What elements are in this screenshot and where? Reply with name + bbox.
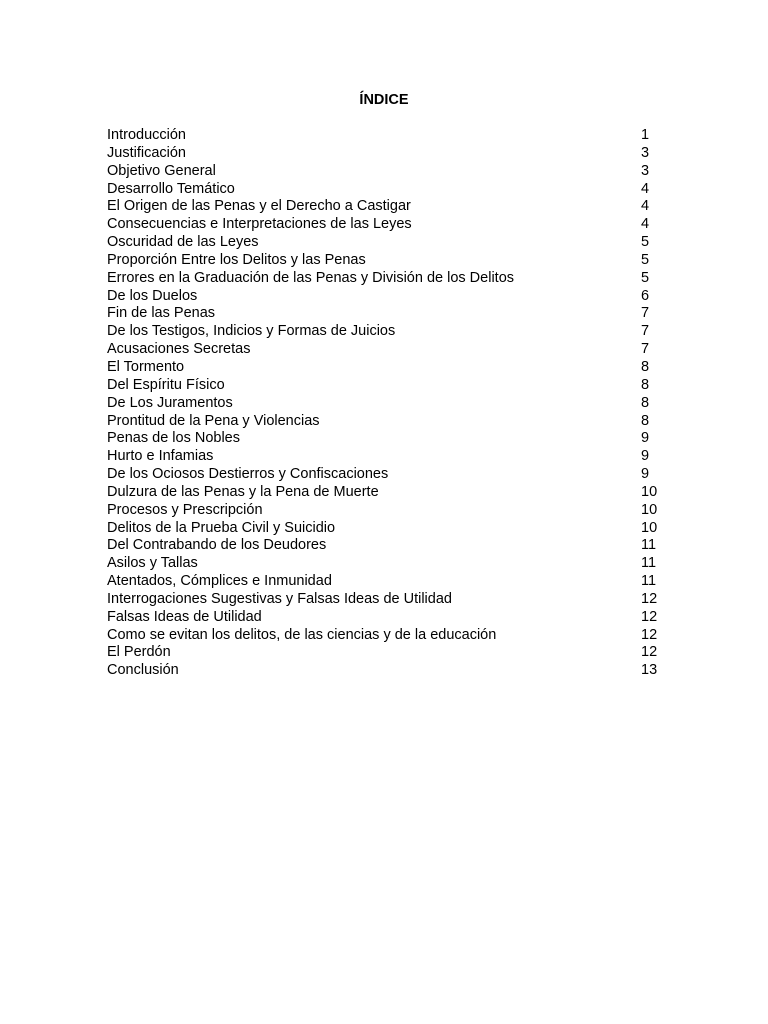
toc-page-number: 8: [641, 394, 650, 411]
toc-page-number: 8: [641, 376, 650, 393]
toc-page-number: 4: [641, 216, 650, 233]
toc-row: [107, 520, 667, 538]
toc-page-number: 11: [641, 573, 657, 590]
toc-page-number: 3: [641, 144, 650, 161]
toc-page-number: 7: [641, 341, 650, 358]
toc-page-number: 9: [641, 466, 650, 483]
toc-page-number: 11: [641, 555, 657, 572]
toc-page-number: 12: [641, 590, 658, 607]
toc-entry-title: Introducción: [107, 127, 186, 143]
toc-entry-title: Consecuencias e Interpretaciones de las Leyes: [107, 216, 412, 233]
toc-page-number: 12: [641, 644, 658, 661]
toc-entry-title: Acusaciones Secretas: [107, 341, 251, 358]
toc-row: [107, 484, 667, 502]
toc-row: [107, 323, 667, 341]
toc-entry-title: Hurto e Infamias: [107, 448, 214, 465]
toc-entry-title: De los Testigos, Indicios y Formas de Juicios: [107, 323, 396, 340]
toc-entry-title: El Tormento: [107, 358, 185, 375]
toc-row: [107, 395, 667, 413]
toc-entry-title: Objetivo General: [107, 162, 216, 179]
toc-entry-title: Proporción Entre los Delitos y las Penas: [107, 251, 366, 268]
toc-row: [107, 662, 667, 680]
toc-entry-title: Oscuridad de las Leyes: [107, 234, 259, 251]
toc-page-number: 11: [641, 537, 657, 554]
toc-row: [107, 413, 667, 431]
toc-row: [107, 198, 667, 216]
toc-entry-title: Penas de los Nobles: [107, 430, 240, 447]
toc-entry-title: De los Ociosos Destierros y Confiscaciones: [107, 466, 389, 483]
toc-page-number: 3: [641, 162, 650, 179]
toc-entry-title: Conclusión: [107, 662, 179, 679]
toc-page-number: 5: [641, 269, 650, 286]
toc-entry-title: Delitos de la Prueba Civil y Suicidio: [107, 519, 336, 536]
toc-row: [107, 466, 667, 484]
toc-page-number: 8: [641, 412, 650, 429]
toc-row: [107, 591, 667, 609]
toc-page-number: 6: [641, 287, 650, 304]
toc-entry-title: Errores en la Graduación de las Penas y División de los Delitos: [107, 269, 515, 286]
toc-page-number: 4: [641, 198, 650, 215]
toc-row: [107, 359, 667, 377]
toc-entry-title: Prontitud de la Pena y Violencias: [107, 412, 320, 429]
toc-page-number: 4: [641, 180, 650, 197]
toc-row: [107, 573, 667, 591]
toc-entry-title: Procesos y Prescripción: [107, 501, 263, 518]
toc-row: [107, 288, 667, 306]
toc-row: [107, 270, 667, 288]
toc-row: [107, 627, 667, 645]
toc-entry-title: Del Espíritu Físico: [107, 376, 225, 393]
toc-row: [107, 537, 667, 555]
index-title: ÍNDICE: [359, 92, 409, 108]
toc-row: [107, 502, 667, 520]
toc-page-number: 1: [641, 127, 650, 143]
toc-row: [107, 377, 667, 395]
toc-page-number: 9: [641, 448, 650, 465]
toc-entry-title: Fin de las Penas: [107, 305, 216, 322]
toc-page-number: 8: [641, 358, 650, 375]
toc-page-number: 10: [641, 501, 658, 518]
toc-entry-title: El Perdón: [107, 644, 171, 661]
toc-page-number: 10: [641, 519, 658, 536]
toc-entry-title: Dulzura de las Penas y la Pena de Muerte: [107, 483, 379, 500]
toc-page-number: 7: [641, 323, 650, 340]
toc-row: [107, 181, 667, 199]
toc-row: [107, 216, 667, 234]
toc-entry-title: Como se evitan los delitos, de las ciencias y de la educación: [107, 626, 497, 643]
table-of-contents: [107, 127, 667, 680]
toc-row: [107, 252, 667, 270]
toc-entry-title: Falsas Ideas de Utilidad: [107, 608, 262, 625]
toc-row: [107, 430, 667, 448]
toc-row: [107, 305, 667, 323]
toc-row: [107, 234, 667, 252]
toc-row: [107, 127, 667, 145]
toc-entry-title: Atentados, Cómplices e Inmunidad: [107, 573, 332, 590]
toc-entry-title: Asilos y Tallas: [107, 555, 198, 572]
toc-page-number: 5: [641, 251, 650, 268]
toc-entry-title: Justificación: [107, 144, 186, 161]
toc-page-number: 9: [641, 430, 650, 447]
toc-entry-title: Interrogaciones Sugestivas y Falsas Ideas de Utilidad: [107, 590, 452, 607]
toc-entry-title: De los Duelos: [107, 287, 198, 304]
toc-row: [107, 163, 667, 181]
toc-entry-title: De Los Juramentos: [107, 394, 233, 411]
toc-entry-title: El Origen de las Penas y el Derecho a Castigar: [107, 198, 411, 215]
toc-page-number: 5: [641, 234, 650, 251]
toc-page-number: 12: [641, 626, 658, 643]
toc-entry-title: Desarrollo Temático: [107, 180, 235, 197]
toc-page-number: 10: [641, 483, 658, 500]
toc-row: [107, 448, 667, 466]
toc-row: [107, 341, 667, 359]
toc-row: [107, 555, 667, 573]
toc-row: [107, 609, 667, 627]
toc-page-number: 7: [641, 305, 650, 322]
toc-row: [107, 145, 667, 163]
toc-page-number: 13: [641, 662, 658, 679]
toc-entry-title: Del Contrabando de los Deudores: [107, 537, 327, 554]
toc-row: [107, 644, 667, 662]
toc-page-number: 12: [641, 608, 658, 625]
